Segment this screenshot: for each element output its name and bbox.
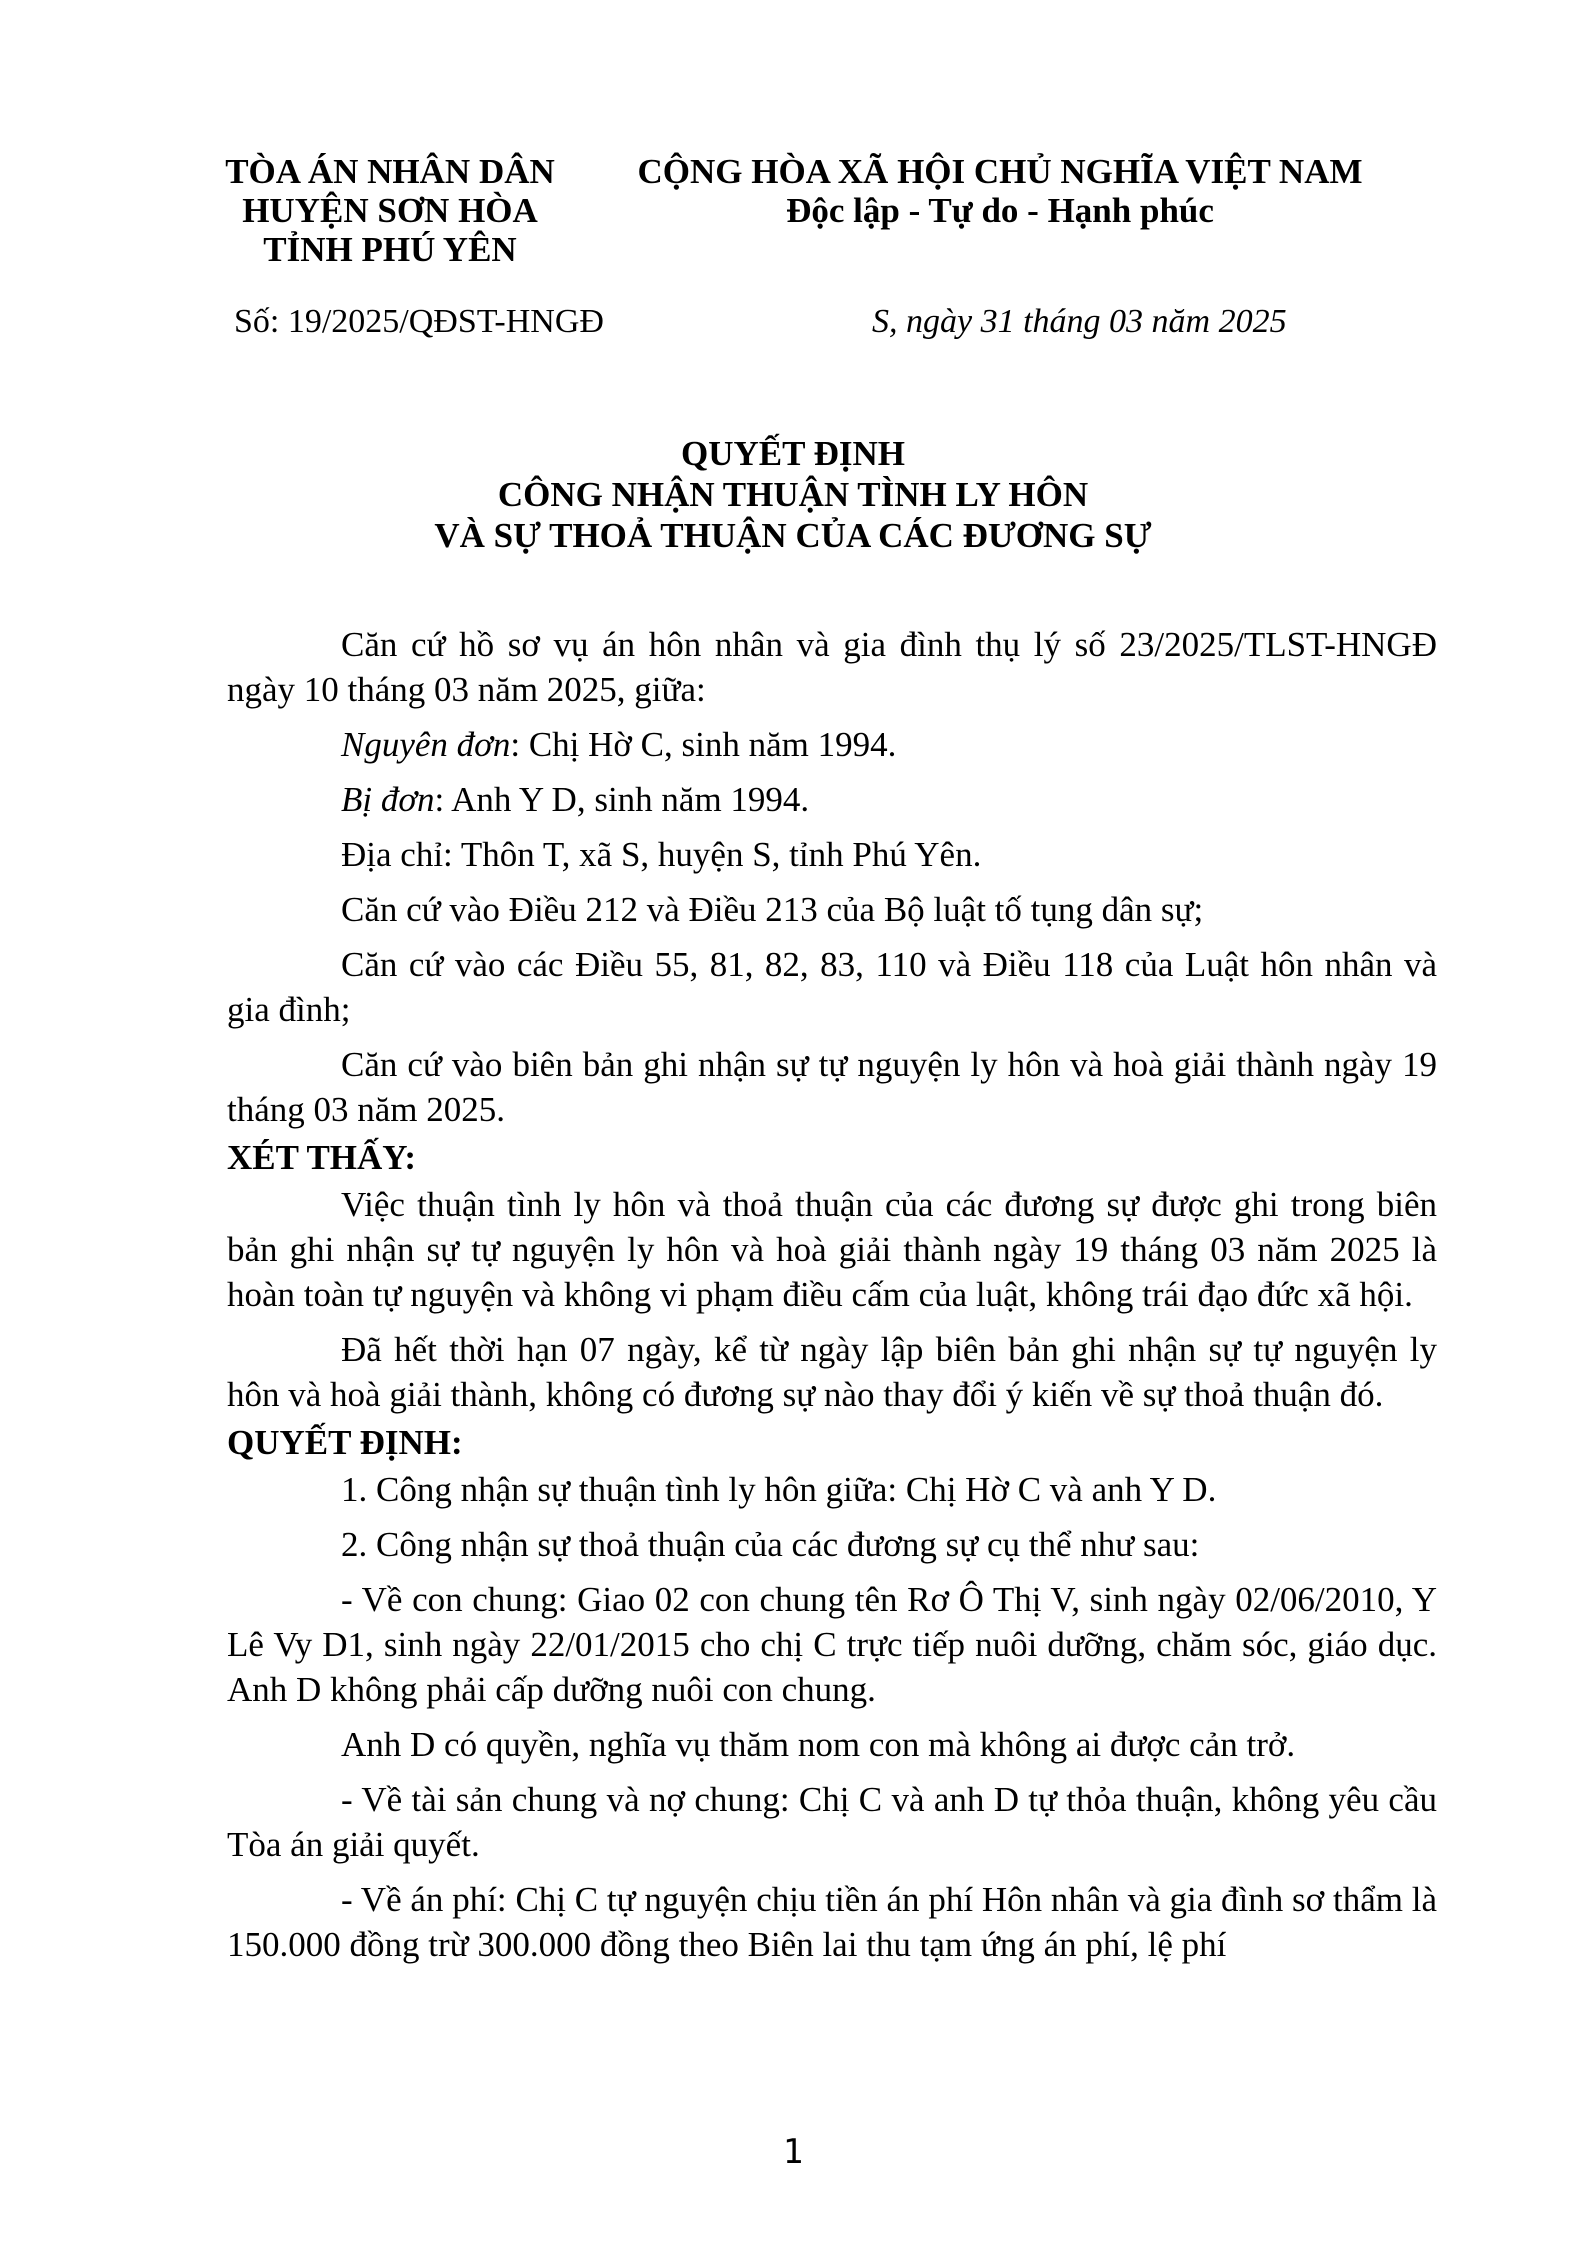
legal-basis-2: Căn cứ vào các Điều 55, 81, 82, 83, 110 và Điều 118 của Luật hôn nhân và gia đình; xyxy=(227,945,1437,1029)
document-number: Số: 19/2025/QĐST-HNGĐ xyxy=(234,303,604,340)
decision-item-2: 2. Công nhận sự thoả thuận của các đương sự cụ thể như sau: xyxy=(341,1525,1200,1564)
visitation-paragraph: Anh D có quyền, nghĩa vụ thăm nom con mà không ai được cản trở. xyxy=(341,1725,1296,1764)
decision-heading: QUYẾT ĐỊNH: xyxy=(227,1423,463,1462)
plaintiff-line xyxy=(227,722,1437,767)
findings-heading: XÉT THẤY: xyxy=(227,1138,417,1177)
case-file-basis: Căn cứ hồ sơ vụ án hôn nhân và gia đình thụ lý số 23/2025/TLST-HNGĐ ngày 10 tháng 03 năm 2025, giữa: xyxy=(227,625,1437,709)
court-name-line3: TỈNH PHÚ YÊN xyxy=(263,230,517,269)
defendant-value: : Anh Y D, sinh năm 1994. xyxy=(434,780,810,819)
document-body xyxy=(227,622,1437,1967)
court-name-line1: TÒA ÁN NHÂN DÂN xyxy=(225,152,555,191)
title-line1: QUYẾT ĐỊNH xyxy=(681,434,905,473)
plaintiff-value: : Chị Hờ C, sinh năm 1994. xyxy=(510,725,897,764)
court-name-block xyxy=(200,152,580,269)
page-number: 1 xyxy=(782,2132,804,2172)
court-fee-paragraph: - Về án phí: Chị C tự nguyện chịu tiền án phí Hôn nhân và gia đình sơ thẩm là 150.000 đồng trừ 300.000 đồng theo Biên lai thu tạm ứng án phí, lệ phí xyxy=(227,1880,1437,1964)
address-line: Địa chỉ: Thôn T, xã S, huyện S, tỉnh Phú Yên. xyxy=(341,835,982,874)
title-line2: CÔNG NHẬN THUẬN TÌNH LY HÔN xyxy=(497,475,1089,514)
national-motto-block xyxy=(620,152,1380,230)
court-name-line2: HUYỆN SƠN HÒA xyxy=(242,191,538,230)
defendant-label: Bị đơn xyxy=(341,780,435,819)
legal-basis-1: Căn cứ vào Điều 212 và Điều 213 của Bộ luật tố tụng dân sự; xyxy=(341,890,1204,929)
national-motto: Độc lập - Tự do - Hạnh phúc xyxy=(786,191,1214,230)
plaintiff-label: Nguyên đơn xyxy=(341,725,511,764)
document-title xyxy=(0,433,1586,556)
child-custody-paragraph: - Về con chung: Giao 02 con chung tên Rơ Ô Thị V, sinh ngày 02/06/2010, Y Lê Vy D1, sinh ngày 22/01/2015 cho chị C trực tiếp nuôi dưỡng, chăm sóc, giáo dục. Anh D không phải cấp dưỡng nuôi con chung. xyxy=(227,1580,1437,1709)
property-paragraph: - Về tài sản chung và nợ chung: Chị C và anh D tự thỏa thuận, không yêu cầu Tòa án giải quyết. xyxy=(227,1780,1437,1864)
defendant-line xyxy=(227,777,1437,822)
document-date: S, ngày 31 tháng 03 năm 2025 xyxy=(872,303,1287,340)
decision-item-1: 1. Công nhận sự thuận tình ly hôn giữa: Chị Hờ C và anh Y D. xyxy=(341,1470,1217,1509)
findings-paragraph-1: Việc thuận tình ly hôn và thoả thuận của các đương sự được ghi trong biên bản ghi nhận sự tự nguyện ly hôn và hoà giải thành ngày 19 tháng 03 năm 2025 là hoàn toàn tự nguyện và không vi phạm điều cấm của luật, không trái đạo đức xã hội. xyxy=(227,1185,1437,1314)
legal-basis-3: Căn cứ vào biên bản ghi nhận sự tự nguyện ly hôn và hoà giải thành ngày 19 tháng 03 năm 2025. xyxy=(227,1045,1437,1129)
title-line3: VÀ SỰ THOẢ THUẬN CỦA CÁC ĐƯƠNG SỰ xyxy=(434,516,1152,555)
findings-paragraph-2: Đã hết thời hạn 07 ngày, kể từ ngày lập biên bản ghi nhận sự tự nguyện ly hôn và hoà giải thành, không có đương sự nào thay đổi ý kiến về sự thoả thuận đó. xyxy=(227,1330,1437,1414)
national-name: CỘNG HÒA XÃ HỘI CHỦ NGHĨA VIỆT NAM xyxy=(637,152,1363,191)
